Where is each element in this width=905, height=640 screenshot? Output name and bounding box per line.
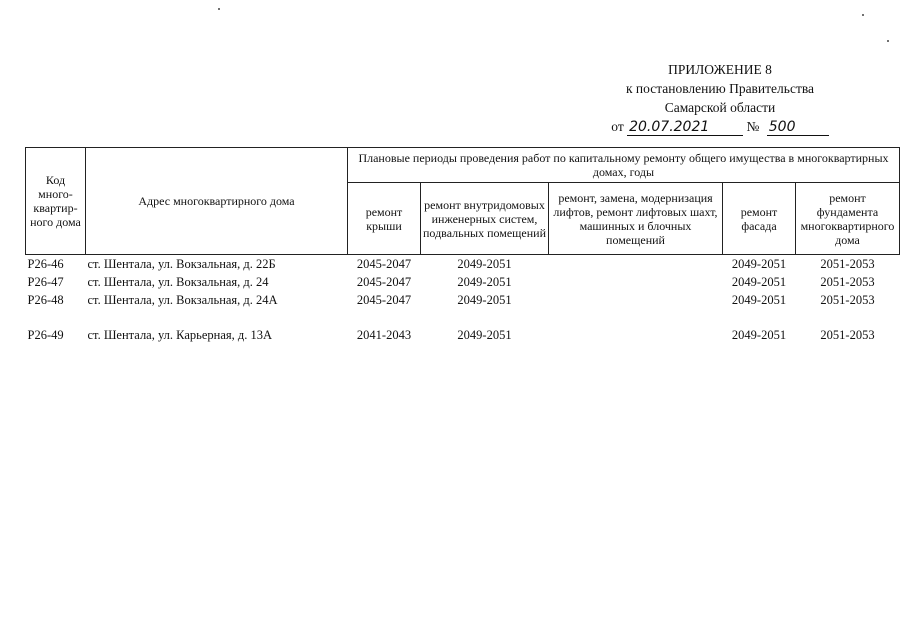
header-elevators: ремонт, замена, модернизация лифтов, ремонт лифтовых шахт, машинных и блочных помещений — [549, 183, 723, 255]
repair-schedule-table — [25, 147, 900, 344]
cell-engineering: 2049-2051 — [457, 327, 512, 342]
cell-engineering: 2049-2051 — [457, 256, 512, 271]
table-row — [26, 273, 900, 291]
cell-roof: 2045-2047 — [356, 274, 412, 289]
cell-address: ст. Шентала, ул. Карьерная, д. 13А — [87, 327, 273, 342]
appendix-header — [560, 60, 880, 136]
appendix-line-2: Самарской области — [664, 100, 776, 115]
scan-speck — [862, 14, 864, 16]
cell-foundation: 2051-2053 — [820, 256, 875, 271]
cell-elevators — [549, 273, 723, 291]
cell-elevators — [549, 291, 723, 309]
handwritten-number: 500 — [767, 120, 829, 136]
header-engineering: ремонт внутридомовых инженерных систем, подвальных помещений — [421, 183, 549, 255]
appendix-line-1: к постановлению Правительства — [625, 81, 815, 96]
appendix-signature-line — [560, 117, 880, 136]
header-facade: ремонт фасада — [723, 183, 796, 255]
appendix-title: ПРИЛОЖЕНИЕ 8 — [668, 62, 772, 77]
handwritten-date: 20.07.2021 — [627, 120, 743, 136]
header-address: Адрес многоквартирного дома — [86, 148, 348, 255]
scan-speck — [887, 40, 889, 42]
cell-facade: 2049-2051 — [731, 256, 787, 271]
cell-roof: 2041-2043 — [356, 327, 412, 342]
table-row — [26, 255, 900, 274]
cell-facade: 2049-2051 — [731, 292, 787, 307]
number-label: № — [746, 119, 760, 134]
from-label: от — [611, 119, 624, 134]
cell-roof: 2045-2047 — [356, 292, 412, 307]
header-planned-periods: Плановые периоды проведения работ по капитальному ремонту общего имущества в многоквартирных домах, годы — [348, 148, 900, 183]
cell-address: ст. Шентала, ул. Вокзальная, д. 22Б — [87, 256, 276, 271]
cell-code: Р26-49 — [27, 327, 64, 342]
cell-engineering: 2049-2051 — [457, 274, 512, 289]
scan-speck — [218, 8, 220, 10]
cell-facade: 2049-2051 — [731, 327, 787, 342]
cell-elevators — [549, 255, 723, 274]
cell-code: Р26-48 — [27, 292, 64, 307]
cell-engineering: 2049-2051 — [457, 292, 512, 307]
header-roof: ремонт крыши — [348, 183, 421, 255]
table-row — [26, 291, 900, 309]
header-foundation: ремонт фундамента многоквартирного дома — [796, 183, 900, 255]
header-code: Код много-квартир-ного дома — [26, 148, 86, 255]
table-row — [26, 326, 900, 344]
cell-facade: 2049-2051 — [731, 274, 787, 289]
cell-code: Р26-47 — [27, 274, 64, 289]
cell-address: ст. Шентала, ул. Вокзальная, д. 24А — [87, 292, 278, 307]
cell-address: ст. Шентала, ул. Вокзальная, д. 24 — [87, 274, 269, 289]
cell-foundation: 2051-2053 — [820, 274, 875, 289]
cell-foundation: 2051-2053 — [820, 327, 875, 342]
cell-elevators — [549, 326, 723, 344]
cell-foundation: 2051-2053 — [820, 292, 875, 307]
row-spacer — [26, 309, 900, 326]
cell-code: Р26-46 — [27, 256, 64, 271]
cell-roof: 2045-2047 — [356, 256, 412, 271]
